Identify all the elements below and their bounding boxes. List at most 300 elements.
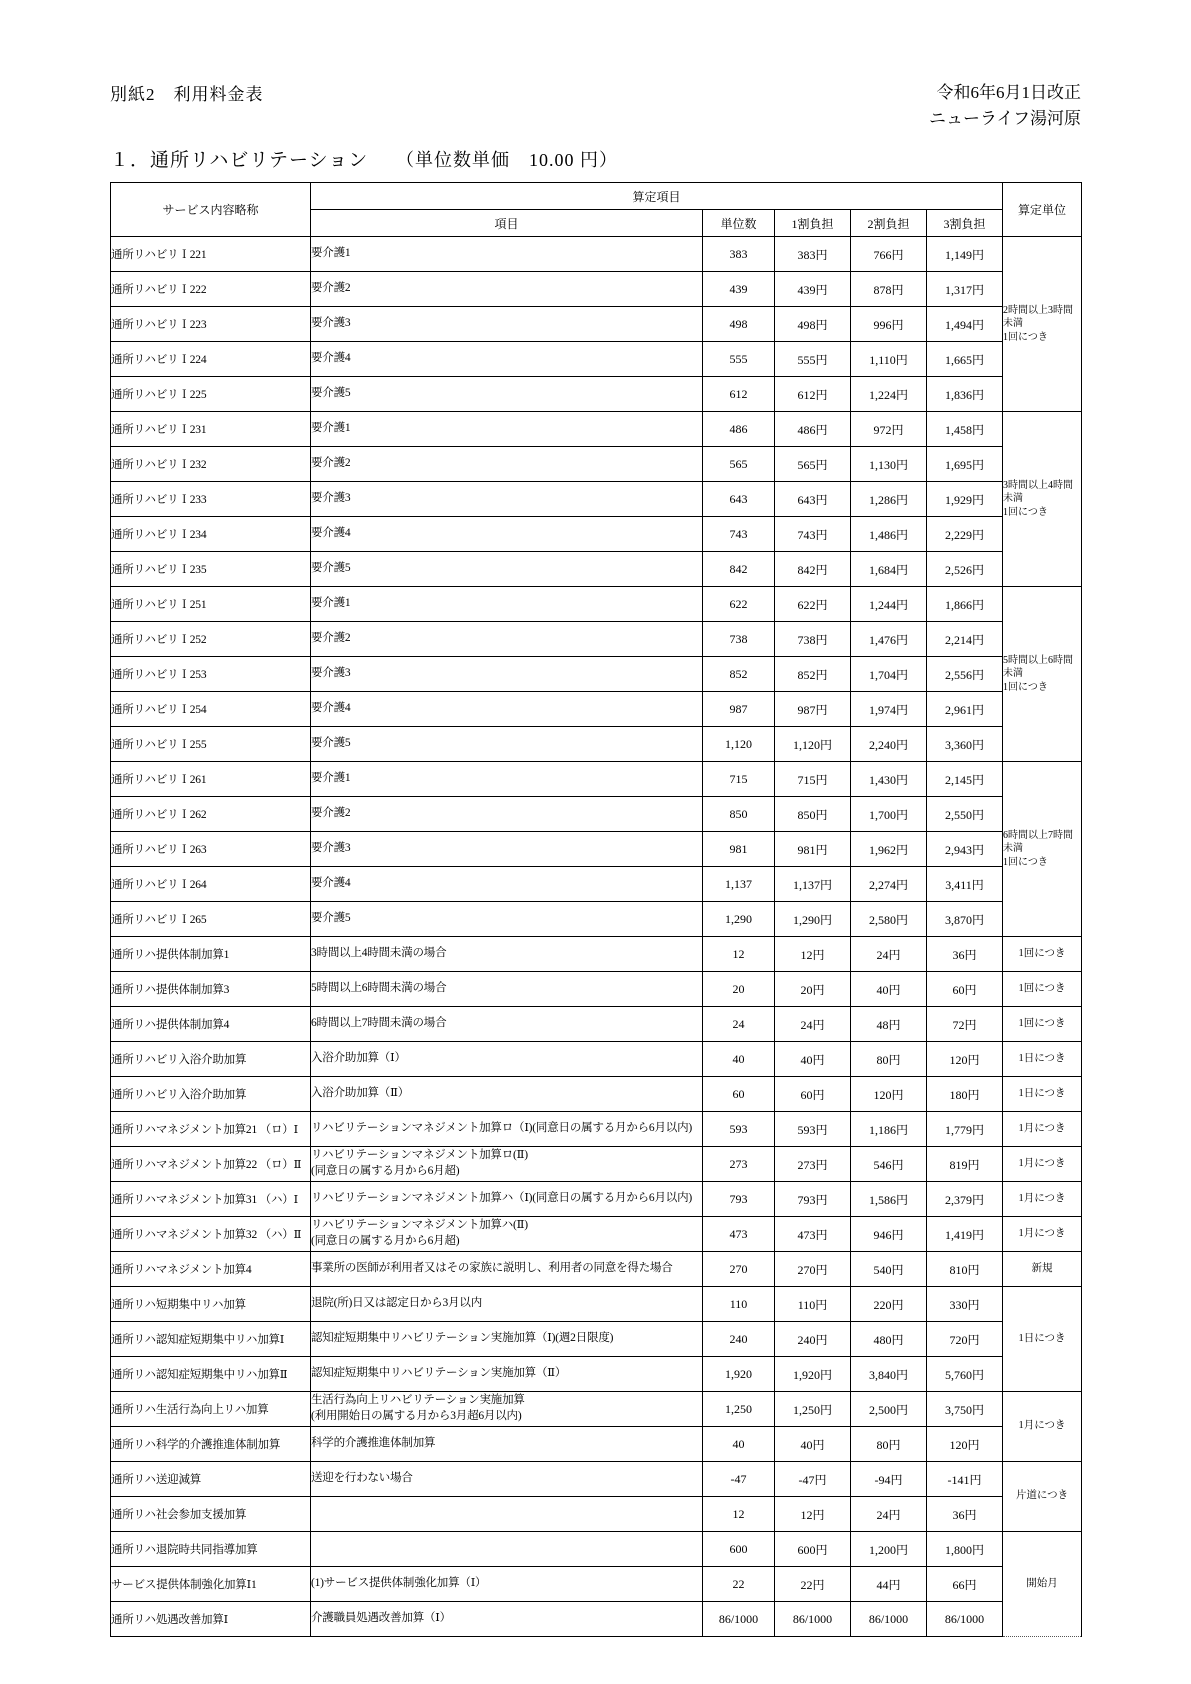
table-row bbox=[111, 1602, 1082, 1637]
cell-units: 612 bbox=[703, 377, 775, 412]
cell-item: 認知症短期集中リハビリテーション実施加算（Ⅰ)(週2日限度) bbox=[311, 1322, 703, 1357]
cell-pay30: 2,961円 bbox=[927, 692, 1003, 727]
cell-pay20: 24円 bbox=[851, 937, 927, 972]
table-row bbox=[111, 1007, 1082, 1042]
cell-calc-unit: 1回につき bbox=[1003, 1007, 1082, 1042]
table-row bbox=[111, 902, 1082, 937]
table-row bbox=[111, 762, 1082, 797]
cell-pay10: 715円 bbox=[775, 762, 851, 797]
table-row bbox=[111, 1252, 1082, 1287]
table-row bbox=[111, 552, 1082, 587]
cell-pay30: 330円 bbox=[927, 1287, 1003, 1322]
cell-pay20: 996円 bbox=[851, 307, 927, 342]
cell-units: 60 bbox=[703, 1077, 775, 1112]
table-row bbox=[111, 937, 1082, 972]
cell-item: 介護職員処遇改善加算（Ⅰ） bbox=[311, 1602, 703, 1637]
cell-pay30: 180円 bbox=[927, 1077, 1003, 1112]
cell-item: 科学的介護推進体制加算 bbox=[311, 1427, 703, 1462]
cell-pay10: 1,250円 bbox=[775, 1392, 851, 1427]
cell-units: 622 bbox=[703, 587, 775, 622]
cell-item: 要介護4 bbox=[311, 517, 703, 552]
cell-units: 738 bbox=[703, 622, 775, 657]
cell-pay10: 40円 bbox=[775, 1427, 851, 1462]
header-units: 単位数 bbox=[703, 210, 775, 237]
cell-pay20: 80円 bbox=[851, 1042, 927, 1077]
cell-units: 593 bbox=[703, 1112, 775, 1147]
cell-pay20: 480円 bbox=[851, 1322, 927, 1357]
cell-pay10: 273円 bbox=[775, 1147, 851, 1182]
cell-service-name: 通所リハ処遇改善加算Ⅰ bbox=[111, 1602, 311, 1637]
cell-pay20: 972円 bbox=[851, 412, 927, 447]
cell-pay10: 1,120円 bbox=[775, 727, 851, 762]
cell-service-name: 通所リハマネジメント加算22 （ロ）Ⅱ bbox=[111, 1147, 311, 1182]
cell-item: 要介護1 bbox=[311, 587, 703, 622]
cell-calc-unit: 2時間以上3時間 未満 1回につき bbox=[1003, 237, 1082, 412]
cell-units: 473 bbox=[703, 1217, 775, 1252]
cell-pay30: 120円 bbox=[927, 1042, 1003, 1077]
table-row bbox=[111, 692, 1082, 727]
cell-service-name: 通所リハビリＩ222 bbox=[111, 272, 311, 307]
cell-units: 850 bbox=[703, 797, 775, 832]
cell-item: 事業所の医師が利用者又はその家族に説明し、利用者の同意を得た場合 bbox=[311, 1252, 703, 1287]
cell-calc-unit: 開始月 bbox=[1003, 1532, 1082, 1637]
cell-service-name: 通所リハビリＩ253 bbox=[111, 657, 311, 692]
cell-pay10: 743円 bbox=[775, 517, 851, 552]
cell-pay10: 842円 bbox=[775, 552, 851, 587]
cell-service-name: 通所リハビリＩ252 bbox=[111, 622, 311, 657]
cell-service-name: 通所リハビリＩ233 bbox=[111, 482, 311, 517]
price-table bbox=[110, 182, 1082, 1637]
cell-units: 555 bbox=[703, 342, 775, 377]
cell-pay10: 738円 bbox=[775, 622, 851, 657]
table-head bbox=[111, 183, 1082, 237]
cell-service-name: 通所リハビリＩ235 bbox=[111, 552, 311, 587]
cell-pay30: 1,929円 bbox=[927, 482, 1003, 517]
cell-pay10: 60円 bbox=[775, 1077, 851, 1112]
cell-units: 40 bbox=[703, 1427, 775, 1462]
cell-pay20: 546円 bbox=[851, 1147, 927, 1182]
table-row bbox=[111, 727, 1082, 762]
cell-pay10: 1,137円 bbox=[775, 867, 851, 902]
cell-pay20: 1,704円 bbox=[851, 657, 927, 692]
cell-service-name: 通所リハマネジメント加算21 （ロ）Ⅰ bbox=[111, 1112, 311, 1147]
cell-item: 要介護1 bbox=[311, 412, 703, 447]
cell-pay30: 2,550円 bbox=[927, 797, 1003, 832]
cell-pay20: 1,430円 bbox=[851, 762, 927, 797]
cell-pay20: 1,286円 bbox=[851, 482, 927, 517]
table-row bbox=[111, 272, 1082, 307]
cell-pay20: 48円 bbox=[851, 1007, 927, 1042]
table-row bbox=[111, 797, 1082, 832]
cell-pay10: 565円 bbox=[775, 447, 851, 482]
cell-service-name: 通所リハマネジメント加算4 bbox=[111, 1252, 311, 1287]
cell-service-name: 通所リハビリＩ264 bbox=[111, 867, 311, 902]
cell-item: リハビリテーションマネジメント加算ハ（Ⅰ)(同意日の属する月から6月以内) bbox=[311, 1182, 703, 1217]
cell-pay10: 439円 bbox=[775, 272, 851, 307]
table-row bbox=[111, 412, 1082, 447]
cell-pay30: 1,494円 bbox=[927, 307, 1003, 342]
cell-pay10: 555円 bbox=[775, 342, 851, 377]
table-row bbox=[111, 377, 1082, 412]
cell-service-name: 通所リハビリＩ232 bbox=[111, 447, 311, 482]
cell-pay30: 120円 bbox=[927, 1427, 1003, 1462]
cell-item: 要介護4 bbox=[311, 692, 703, 727]
table-row bbox=[111, 1217, 1082, 1252]
cell-units: 240 bbox=[703, 1322, 775, 1357]
cell-units: 565 bbox=[703, 447, 775, 482]
cell-item: 要介護1 bbox=[311, 237, 703, 272]
cell-units: 981 bbox=[703, 832, 775, 867]
table-row bbox=[111, 657, 1082, 692]
cell-service-name: 通所リハビリＩ262 bbox=[111, 797, 311, 832]
cell-service-name: 通所リハビリＩ224 bbox=[111, 342, 311, 377]
cell-pay10: 981円 bbox=[775, 832, 851, 867]
section-title: １．通所リハビリテーション bbox=[110, 150, 369, 171]
cell-service-name: 通所リハ認知症短期集中リハ加算Ⅱ bbox=[111, 1357, 311, 1392]
cell-units: 1,120 bbox=[703, 727, 775, 762]
cell-units: 1,250 bbox=[703, 1392, 775, 1427]
cell-pay20: 3,840円 bbox=[851, 1357, 927, 1392]
table-row bbox=[111, 972, 1082, 1007]
table-row bbox=[111, 1497, 1082, 1532]
table-row bbox=[111, 1392, 1082, 1427]
cell-item: 要介護2 bbox=[311, 622, 703, 657]
cell-service-name: 通所リハビリＩ255 bbox=[111, 727, 311, 762]
table-row bbox=[111, 1462, 1082, 1497]
header-pay10: 1割負担 bbox=[775, 210, 851, 237]
table-row bbox=[111, 482, 1082, 517]
cell-pay30: 36円 bbox=[927, 937, 1003, 972]
cell-pay20: 1,186円 bbox=[851, 1112, 927, 1147]
cell-pay20: 1,974円 bbox=[851, 692, 927, 727]
cell-service-name: 通所リハビリＩ263 bbox=[111, 832, 311, 867]
table-row bbox=[111, 447, 1082, 482]
table-row bbox=[111, 237, 1082, 272]
cell-pay30: 72円 bbox=[927, 1007, 1003, 1042]
cell-pay10: 12円 bbox=[775, 1497, 851, 1532]
cell-calc-unit: 1月につき bbox=[1003, 1147, 1082, 1182]
cell-item: 退院(所)日又は認定日から3月以内 bbox=[311, 1287, 703, 1322]
cell-units: 600 bbox=[703, 1532, 775, 1567]
cell-pay30: 60円 bbox=[927, 972, 1003, 1007]
cell-service-name: 通所リハ提供体制加算4 bbox=[111, 1007, 311, 1042]
unit-price-note: （単位数単価 10.00 円） bbox=[396, 150, 619, 170]
document-label-text: 別紙2 利用料金表 bbox=[110, 85, 264, 104]
revision-block bbox=[929, 80, 1081, 131]
cell-pay20: 1,130円 bbox=[851, 447, 927, 482]
table-row bbox=[111, 1182, 1082, 1217]
cell-pay10: 793円 bbox=[775, 1182, 851, 1217]
cell-pay10: -47円 bbox=[775, 1462, 851, 1497]
cell-service-name: 通所リハビリＩ251 bbox=[111, 587, 311, 622]
table-row bbox=[111, 1427, 1082, 1462]
cell-item: リハビリテーションマネジメント加算ロ（Ⅰ)(同意日の属する月から6月以内) bbox=[311, 1112, 703, 1147]
cell-units: 1,137 bbox=[703, 867, 775, 902]
cell-units: 643 bbox=[703, 482, 775, 517]
cell-pay20: 946円 bbox=[851, 1217, 927, 1252]
cell-item: 要介護3 bbox=[311, 832, 703, 867]
cell-service-name: 通所リハ認知症短期集中リハ加算Ⅰ bbox=[111, 1322, 311, 1357]
cell-calc-unit: 1回につき bbox=[1003, 972, 1082, 1007]
cell-pay20: 878円 bbox=[851, 272, 927, 307]
cell-item: 3時間以上4時間未満の場合 bbox=[311, 937, 703, 972]
cell-units: 1,290 bbox=[703, 902, 775, 937]
cell-units: -47 bbox=[703, 1462, 775, 1497]
cell-units: 439 bbox=[703, 272, 775, 307]
cell-pay20: 2,500円 bbox=[851, 1392, 927, 1427]
cell-pay20: 540円 bbox=[851, 1252, 927, 1287]
cell-pay20: 1,962円 bbox=[851, 832, 927, 867]
document-header bbox=[110, 80, 1081, 131]
cell-pay20: 120円 bbox=[851, 1077, 927, 1112]
cell-pay10: 643円 bbox=[775, 482, 851, 517]
table-header-row-1 bbox=[111, 183, 1082, 210]
cell-units: 743 bbox=[703, 517, 775, 552]
cell-pay10: 473円 bbox=[775, 1217, 851, 1252]
cell-pay30: 36円 bbox=[927, 1497, 1003, 1532]
cell-item bbox=[311, 1532, 703, 1567]
cell-pay30: 2,526円 bbox=[927, 552, 1003, 587]
cell-units: 842 bbox=[703, 552, 775, 587]
cell-pay10: 600円 bbox=[775, 1532, 851, 1567]
cell-pay10: 240円 bbox=[775, 1322, 851, 1357]
cell-pay20: 40円 bbox=[851, 972, 927, 1007]
cell-calc-unit: 新規 bbox=[1003, 1252, 1082, 1287]
cell-pay30: 2,145円 bbox=[927, 762, 1003, 797]
cell-pay30: 810円 bbox=[927, 1252, 1003, 1287]
cell-pay30: 1,665円 bbox=[927, 342, 1003, 377]
cell-pay20: 766円 bbox=[851, 237, 927, 272]
cell-service-name: 通所リハ短期集中リハ加算 bbox=[111, 1287, 311, 1322]
document-label bbox=[110, 80, 264, 105]
cell-calc-unit: 6時間以上7時間 未満 1回につき bbox=[1003, 762, 1082, 937]
cell-service-name: 通所リハビリＩ265 bbox=[111, 902, 311, 937]
cell-units: 12 bbox=[703, 1497, 775, 1532]
header-service-name: サービス内容略称 bbox=[111, 183, 311, 237]
table-row bbox=[111, 1532, 1082, 1567]
table-row bbox=[111, 1287, 1082, 1322]
cell-pay10: 622円 bbox=[775, 587, 851, 622]
cell-service-name: 通所リハマネジメント加算32 （ハ）Ⅱ bbox=[111, 1217, 311, 1252]
cell-calc-unit: 5時間以上6時間 未満 1回につき bbox=[1003, 587, 1082, 762]
cell-units: 793 bbox=[703, 1182, 775, 1217]
cell-pay20: 1,244円 bbox=[851, 587, 927, 622]
table-row bbox=[111, 1147, 1082, 1182]
cell-pay30: 1,866円 bbox=[927, 587, 1003, 622]
cell-pay10: 498円 bbox=[775, 307, 851, 342]
cell-pay20: 1,224円 bbox=[851, 377, 927, 412]
cell-calc-unit: 3時間以上4時間 未満 1回につき bbox=[1003, 412, 1082, 587]
cell-pay10: 1,920円 bbox=[775, 1357, 851, 1392]
cell-pay10: 12円 bbox=[775, 937, 851, 972]
cell-pay20: 2,274円 bbox=[851, 867, 927, 902]
cell-pay30: 819円 bbox=[927, 1147, 1003, 1182]
cell-item: リハビリテーションマネジメント加算ロ(Ⅱ) (同意日の属する月から6月超) bbox=[311, 1147, 703, 1182]
cell-service-name: 通所リハビリＩ231 bbox=[111, 412, 311, 447]
cell-pay30: 66円 bbox=[927, 1567, 1003, 1602]
cell-item: 要介護5 bbox=[311, 552, 703, 587]
cell-pay30: 2,379円 bbox=[927, 1182, 1003, 1217]
cell-pay10: 486円 bbox=[775, 412, 851, 447]
cell-item: 要介護2 bbox=[311, 447, 703, 482]
table-row bbox=[111, 832, 1082, 867]
cell-item: 要介護4 bbox=[311, 867, 703, 902]
cell-pay30: 1,458円 bbox=[927, 412, 1003, 447]
facility-name: ニューライフ湯河原 bbox=[929, 108, 1081, 128]
cell-item: (1)サービス提供体制強化加算（Ⅰ） bbox=[311, 1567, 703, 1602]
cell-pay10: 22円 bbox=[775, 1567, 851, 1602]
cell-pay30: 3,411円 bbox=[927, 867, 1003, 902]
table-row bbox=[111, 1357, 1082, 1392]
cell-pay30: 2,556円 bbox=[927, 657, 1003, 692]
cell-pay10: 40円 bbox=[775, 1042, 851, 1077]
cell-pay20: 1,486円 bbox=[851, 517, 927, 552]
cell-pay10: 852円 bbox=[775, 657, 851, 692]
cell-pay30: 3,750円 bbox=[927, 1392, 1003, 1427]
cell-pay10: 612円 bbox=[775, 377, 851, 412]
cell-item: 要介護5 bbox=[311, 377, 703, 412]
header-item: 項目 bbox=[311, 210, 703, 237]
cell-pay10: 1,290円 bbox=[775, 902, 851, 937]
cell-units: 383 bbox=[703, 237, 775, 272]
cell-units: 86/1000 bbox=[703, 1602, 775, 1637]
cell-pay30: 3,360円 bbox=[927, 727, 1003, 762]
cell-pay30: 1,800円 bbox=[927, 1532, 1003, 1567]
cell-item: 送迎を行わない場合 bbox=[311, 1462, 703, 1497]
cell-service-name: 通所リハビリＩ223 bbox=[111, 307, 311, 342]
cell-service-name: サービス提供体制強化加算Ⅰ1 bbox=[111, 1567, 311, 1602]
table-row bbox=[111, 1077, 1082, 1112]
cell-pay20: 1,476円 bbox=[851, 622, 927, 657]
section-title-line bbox=[110, 145, 1081, 172]
cell-pay10: 383円 bbox=[775, 237, 851, 272]
cell-pay30: -141円 bbox=[927, 1462, 1003, 1497]
cell-units: 486 bbox=[703, 412, 775, 447]
cell-pay20: 220円 bbox=[851, 1287, 927, 1322]
header-pay20: 2割負担 bbox=[851, 210, 927, 237]
cell-service-name: 通所リハビリＩ234 bbox=[111, 517, 311, 552]
cell-service-name: 通所リハマネジメント加算31 （ハ）Ⅰ bbox=[111, 1182, 311, 1217]
cell-service-name: 通所リハ科学的介護推進体制加算 bbox=[111, 1427, 311, 1462]
cell-service-name: 通所リハビリＩ221 bbox=[111, 237, 311, 272]
table-row bbox=[111, 1322, 1082, 1357]
cell-service-name: 通所リハ送迎減算 bbox=[111, 1462, 311, 1497]
cell-pay30: 1,836円 bbox=[927, 377, 1003, 412]
cell-pay20: 1,700円 bbox=[851, 797, 927, 832]
cell-pay10: 987円 bbox=[775, 692, 851, 727]
cell-calc-unit: 1日につき bbox=[1003, 1042, 1082, 1077]
cell-units: 1,920 bbox=[703, 1357, 775, 1392]
cell-item: 要介護3 bbox=[311, 657, 703, 692]
cell-item: 要介護3 bbox=[311, 482, 703, 517]
cell-service-name: 通所リハビリ入浴介助加算 bbox=[111, 1077, 311, 1112]
cell-pay30: 1,149円 bbox=[927, 237, 1003, 272]
cell-units: 24 bbox=[703, 1007, 775, 1042]
cell-item: 要介護4 bbox=[311, 342, 703, 377]
cell-pay10: 593円 bbox=[775, 1112, 851, 1147]
cell-item: 6時間以上7時間未満の場合 bbox=[311, 1007, 703, 1042]
table-body bbox=[111, 237, 1082, 1637]
table-row bbox=[111, 307, 1082, 342]
cell-calc-unit: 片道につき bbox=[1003, 1462, 1082, 1532]
cell-calc-unit: 1月につき bbox=[1003, 1112, 1082, 1147]
cell-units: 270 bbox=[703, 1252, 775, 1287]
cell-item: 認知症短期集中リハビリテーション実施加算（Ⅱ） bbox=[311, 1357, 703, 1392]
cell-service-name: 通所リハ提供体制加算3 bbox=[111, 972, 311, 1007]
table-row bbox=[111, 867, 1082, 902]
cell-service-name: 通所リハビリＩ261 bbox=[111, 762, 311, 797]
cell-pay30: 1,317円 bbox=[927, 272, 1003, 307]
cell-units: 715 bbox=[703, 762, 775, 797]
cell-calc-unit: 1回につき bbox=[1003, 937, 1082, 972]
cell-calc-unit: 1月につき bbox=[1003, 1182, 1082, 1217]
cell-item: 要介護5 bbox=[311, 902, 703, 937]
cell-item: 生活行為向上リハビリテーション実施加算 (利用開始日の属する月から3月超6月以内) bbox=[311, 1392, 703, 1427]
header-calc-items: 算定項目 bbox=[311, 183, 1003, 210]
table-row bbox=[111, 587, 1082, 622]
cell-pay30: 2,229円 bbox=[927, 517, 1003, 552]
cell-pay30: 2,943円 bbox=[927, 832, 1003, 867]
cell-service-name: 通所リハ退院時共同指導加算 bbox=[111, 1532, 311, 1567]
cell-units: 110 bbox=[703, 1287, 775, 1322]
cell-service-name: 通所リハ社会参加支援加算 bbox=[111, 1497, 311, 1532]
cell-pay30: 1,419円 bbox=[927, 1217, 1003, 1252]
cell-calc-unit: 1日につき bbox=[1003, 1287, 1082, 1392]
cell-units: 987 bbox=[703, 692, 775, 727]
cell-pay30: 5,760円 bbox=[927, 1357, 1003, 1392]
table-row bbox=[111, 1112, 1082, 1147]
cell-pay30: 86/1000 bbox=[927, 1602, 1003, 1637]
cell-pay20: 86/1000 bbox=[851, 1602, 927, 1637]
cell-pay20: 44円 bbox=[851, 1567, 927, 1602]
cell-units: 12 bbox=[703, 937, 775, 972]
cell-item bbox=[311, 1497, 703, 1532]
cell-units: 22 bbox=[703, 1567, 775, 1602]
cell-pay20: 80円 bbox=[851, 1427, 927, 1462]
cell-pay10: 110円 bbox=[775, 1287, 851, 1322]
table-row bbox=[111, 1567, 1082, 1602]
cell-units: 40 bbox=[703, 1042, 775, 1077]
cell-pay30: 2,214円 bbox=[927, 622, 1003, 657]
cell-pay20: 1,110円 bbox=[851, 342, 927, 377]
table-row bbox=[111, 517, 1082, 552]
cell-units: 852 bbox=[703, 657, 775, 692]
cell-units: 273 bbox=[703, 1147, 775, 1182]
cell-units: 20 bbox=[703, 972, 775, 1007]
cell-service-name: 通所リハビリＩ225 bbox=[111, 377, 311, 412]
cell-pay30: 3,870円 bbox=[927, 902, 1003, 937]
cell-calc-unit: 1月につき bbox=[1003, 1217, 1082, 1252]
cell-service-name: 通所リハ生活行為向上リハ加算 bbox=[111, 1392, 311, 1427]
cell-pay20: 1,200円 bbox=[851, 1532, 927, 1567]
cell-item: 5時間以上6時間未満の場合 bbox=[311, 972, 703, 1007]
cell-pay20: 24円 bbox=[851, 1497, 927, 1532]
cell-pay20: 2,240円 bbox=[851, 727, 927, 762]
cell-pay20: 1,684円 bbox=[851, 552, 927, 587]
cell-item: 入浴介助加算（Ⅰ） bbox=[311, 1042, 703, 1077]
cell-service-name: 通所リハビリ入浴介助加算 bbox=[111, 1042, 311, 1077]
cell-pay20: 2,580円 bbox=[851, 902, 927, 937]
cell-calc-unit: 1月につき bbox=[1003, 1392, 1082, 1462]
cell-item: 要介護3 bbox=[311, 307, 703, 342]
table-row bbox=[111, 342, 1082, 377]
cell-service-name: 通所リハ提供体制加算1 bbox=[111, 937, 311, 972]
cell-pay10: 86/1000 bbox=[775, 1602, 851, 1637]
cell-pay30: 720円 bbox=[927, 1322, 1003, 1357]
cell-item: 入浴介助加算（Ⅱ） bbox=[311, 1077, 703, 1112]
table-row bbox=[111, 1042, 1082, 1077]
cell-pay20: 1,586円 bbox=[851, 1182, 927, 1217]
